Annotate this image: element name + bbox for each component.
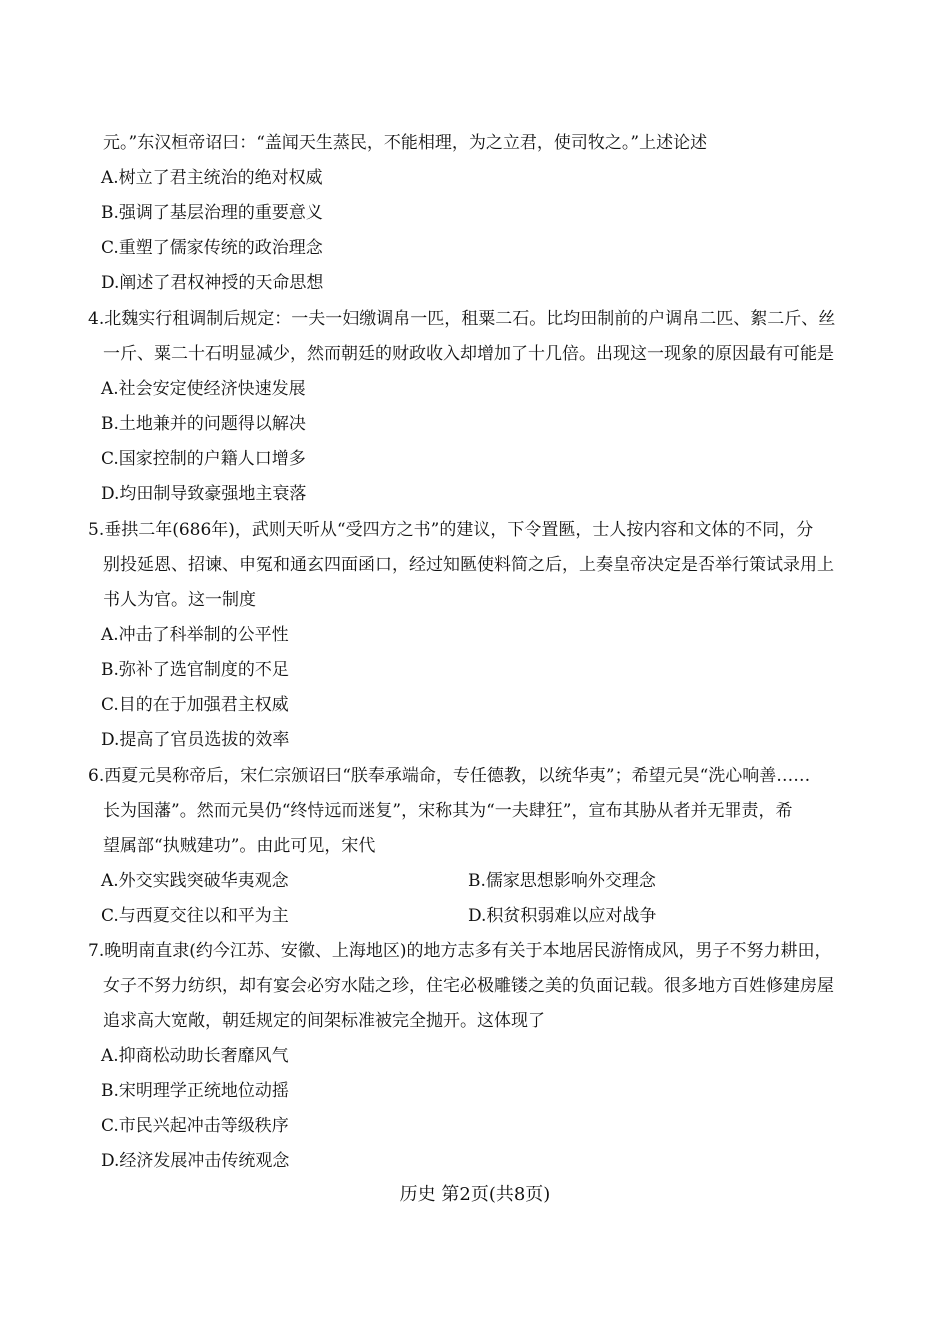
q6-stem-line-3: 望属部“执贼建功”。由此可见，宋代	[103, 836, 376, 856]
q3-option-b: B.强调了基层治理的重要意义	[101, 203, 323, 223]
q6-option-c: C.与西夏交往以和平为主	[101, 906, 289, 926]
q4-option-b: B.土地兼并的问题得以解决	[101, 414, 306, 434]
q7-option-d: D.经济发展冲击传统观念	[101, 1151, 290, 1171]
q6-option-d: D.积贫积弱难以应对战争	[468, 906, 657, 926]
q5-option-b: B.弥补了选官制度的不足	[101, 660, 289, 680]
q6-stem-line-1: 6.西夏元昊称帝后，宋仁宗颁诏曰“朕奉承端命，专任德教，以统华夷”；希望元昊“洗心响善……	[88, 766, 811, 786]
page-footer: 历史 第2页(共8页)	[399, 1184, 551, 1205]
q7-option-b: B.宋明理学正统地位动摇	[101, 1081, 289, 1101]
q6-stem-line-2: 长为国藩”。然而元昊仍“终恃远而迷复”，宋称其为“一夫肆狂”，宣布其胁从者并无罪责，希	[103, 801, 793, 821]
q4-stem-line-1: 4.北魏实行租调制后规定：一夫一妇缴调帛一匹，租粟二石。比均田制前的户调帛二匹、絮二斤、丝	[88, 309, 836, 329]
q4-option-a: A.社会安定使经济快速发展	[101, 379, 306, 399]
q7-stem-line-3: 追求高大宽敞，朝廷规定的间架标准被完全抛开。这体现了	[103, 1011, 545, 1031]
q3-option-d: D.阐述了君权神授的天命思想	[101, 273, 324, 293]
q3-continuation: 元。”东汉桓帝诏曰：“盖闻天生蒸民，不能相理，为之立君，使司牧之。”上述论述	[103, 133, 708, 153]
q7-option-c: C.市民兴起冲击等级秩序	[101, 1116, 289, 1136]
q5-option-c: C.目的在于加强君主权威	[101, 695, 289, 715]
q4-option-d: D.均田制导致豪强地主衰落	[101, 484, 307, 504]
q5-stem-line-2: 别投延恩、招谏、申冤和通玄四面函口，经过知匦使料简之后，上奏皇帝决定是否举行策试录用上	[103, 555, 834, 575]
q5-option-d: D.提高了官员选拔的效率	[101, 730, 290, 750]
q6-option-b: B.儒家思想影响外交理念	[468, 871, 656, 891]
q4-option-c: C.国家控制的户籍人口增多	[101, 449, 306, 469]
q5-stem-line-3: 书人为官。这一制度	[103, 590, 256, 610]
q7-stem-line-2: 女子不努力纺织，却有宴会必穷水陆之珍，住宅必极雕镂之美的负面记载。很多地方百姓修建房屋	[103, 976, 834, 996]
q5-stem-line-1: 5.垂拱二年(686年)，武则天听从“受四方之书”的建议，下令置匦，士人按内容和文体的不同，分	[88, 520, 814, 540]
q5-option-a: A.冲击了科举制的公平性	[101, 625, 289, 645]
q3-option-a: A.树立了君主统治的绝对权威	[101, 168, 323, 188]
q3-option-c: C.重塑了儒家传统的政治理念	[101, 238, 323, 258]
q7-option-a: A.抑商松动助长奢靡风气	[101, 1046, 289, 1066]
q7-stem-line-1: 7.晚明南直隶(约今江苏、安徽、上海地区)的地方志多有关于本地居民游惰成风，男子不努力耕田，	[88, 941, 832, 961]
q6-option-a: A.外交实践突破华夷观念	[101, 871, 289, 891]
q4-stem-line-2: 一斤、粟二十石明显减少，然而朝廷的财政收入却增加了十几倍。出现这一现象的原因最有可能是	[103, 344, 834, 364]
